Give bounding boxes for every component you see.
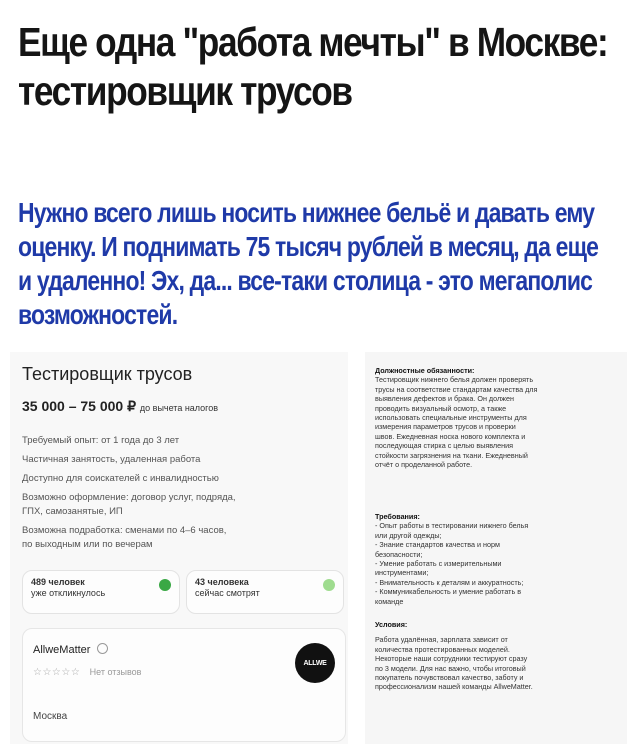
requirements-line: или другой одежды;: [375, 530, 442, 540]
requirements-block: [375, 512, 625, 606]
watching-icon: [323, 579, 335, 591]
info-disability: Доступно для соискателей с инвалидностью: [22, 473, 219, 484]
requirements-line: - Знание стандартов качества и норм: [375, 540, 500, 550]
conditions-line: профессионализм нашей команды AllweMatter.: [375, 682, 533, 692]
conditions-line: Работа удалённая, зарплата зависит от: [375, 635, 508, 645]
duties-block: [375, 366, 625, 469]
conditions-line: по 3 модели. Для нас важно, чтобы итоговый: [375, 663, 526, 673]
info-employment: Частичная занятость, удаленная работа: [22, 454, 201, 465]
duties-line: швов. Ежедневная носка нового комплекта и: [375, 431, 526, 441]
watching-stat: [186, 570, 344, 614]
responded-stat: [22, 570, 180, 614]
vacancy-screenshot: [10, 352, 348, 744]
requirements-line: безопасности;: [375, 549, 423, 559]
headline: [18, 18, 620, 116]
requirements-line: - Внимательность к деталям и аккуратность;: [375, 577, 524, 587]
salary-note: до вычета налогов: [139, 403, 219, 413]
responded-label: уже откликнулось: [31, 588, 106, 598]
rating-stars-icon: ☆☆☆☆☆: [33, 667, 81, 678]
verified-icon: [97, 643, 108, 654]
headline-line-2: тестировщик трусов: [18, 68, 352, 114]
watching-label: сейчас смотрят: [195, 588, 260, 598]
duties-line: отчёт о проделанной работе.: [375, 460, 473, 470]
duties-line: трусы на соответствие стандартам качества для: [375, 384, 538, 394]
duties-line: использовать специальные инструменты для: [375, 413, 527, 423]
requirements-line: - Умение работать с измерительными: [375, 559, 502, 569]
reviews-text: Нет отзывов: [89, 667, 142, 677]
company-city: Москва: [33, 711, 68, 722]
requirements-heading: Требования:: [375, 512, 420, 521]
lead-line-1: Нужно всего лишь носить нижнее бельё и давать ему: [18, 197, 595, 228]
company-name[interactable]: AllweMatter: [33, 644, 91, 656]
duties-line: проводить визуальный осмотр, а также: [375, 403, 507, 413]
info-experience: Требуемый опыт: от 1 года до 3 лет: [22, 435, 180, 446]
vacancy-stats: [22, 570, 344, 614]
headline-line-1: Еще одна "работа мечты" в Москве:: [18, 19, 608, 65]
company-name-row: [33, 643, 108, 656]
vacancy-info: [22, 434, 342, 552]
requirements-line: инструментами;: [375, 568, 429, 578]
info-contract-2: ГПХ, самозанятые, ИП: [22, 506, 123, 517]
description-screenshot: [365, 352, 627, 744]
lead-line-3: и удаленно! Эх, да... все-таки столица - это мегаполис: [18, 265, 593, 296]
conditions-line: количества протестированных моделей.: [375, 644, 510, 654]
responded-count: 489 человек: [31, 577, 85, 587]
conditions-line: покупатель почувствовал качество, заботу и: [375, 673, 524, 683]
info-shifts: Возможна подработка: сменами по 4–6 часов,: [22, 525, 227, 536]
duties-line: последующая стирка с целью выявления: [375, 441, 513, 451]
info-shifts-2: по выходным или по вечерам: [22, 539, 153, 550]
duties-line: Тестировщик нижнего белья должен проверять: [375, 375, 534, 385]
duties-line: стойкости загрязнения на ткани. Ежедневный: [375, 450, 528, 460]
duties-heading: Должностные обязанности:: [375, 366, 475, 375]
company-card[interactable]: [22, 628, 346, 742]
vacancy-salary: [22, 398, 218, 415]
duties-line: выявления дефектов и брака. Он должен: [375, 394, 514, 404]
company-logo: ALLWE: [295, 643, 335, 683]
lead-line-4: возможностей.: [18, 299, 178, 330]
conditions-line: Некоторые наши сотрудники тестируют сразу: [375, 654, 528, 664]
vacancy-title: Тестировщик трусов: [22, 364, 193, 384]
info-contract: Возможно оформление: договор услуг, подряда,: [22, 492, 236, 503]
requirements-line: команде: [375, 596, 404, 606]
conditions-heading: Условия:: [375, 620, 408, 629]
duties-line: измерения параметров трусов и проверки: [375, 422, 516, 432]
requirements-line: - Коммуникабельность и умение работать в: [375, 587, 522, 597]
watching-count: 43 человека: [195, 577, 249, 587]
requirements-line: - Опыт работы в тестировании нижнего белья: [375, 521, 529, 531]
salary-range: 35 000 – 75 000 ₽: [22, 398, 137, 414]
lead-text: [18, 196, 625, 332]
responded-icon: [159, 579, 171, 591]
lead-line-2: оценку. И поднимать 75 тысяч рублей в месяц, да еще: [18, 231, 599, 262]
conditions-block: [375, 620, 625, 692]
company-rating: [33, 667, 141, 678]
